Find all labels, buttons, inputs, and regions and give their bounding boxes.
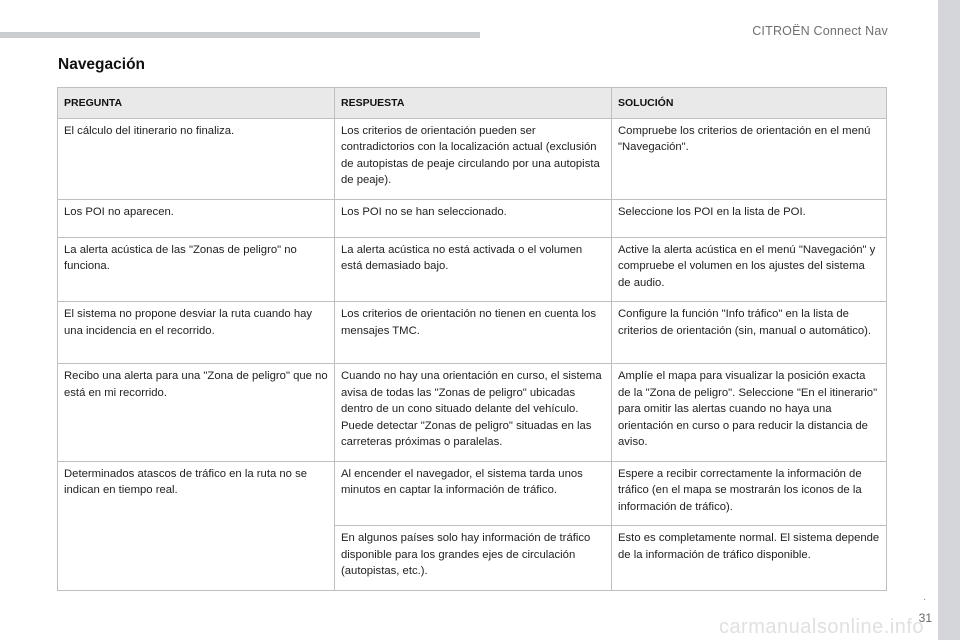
page-title: Navegación	[58, 56, 146, 73]
answer-cell: Cuando no hay una orientación en curso, el sistema avisa de todas las "Zonas de peligro" ubicadas dentro de un cono situado delante del vehículo. Puede detectar "Zonas de peligro" situadas en las carreteras próximas o paralelas.	[335, 364, 612, 462]
watermark: carmanualsonline.info	[718, 616, 924, 638]
side-tab-strip	[938, 0, 960, 640]
column-header-solution: SOLUCIÓN	[612, 88, 887, 119]
table-row	[58, 118, 887, 199]
answer-cell: Al encender el navegador, el sistema tarda unos minutos en captar la información de tráfico.	[335, 461, 612, 526]
table-row	[58, 302, 887, 364]
answer-cell: En algunos países solo hay información de tráfico disponible para los grandes ejes de circulación (autopistas, etc.).	[335, 526, 612, 591]
answer-cell: Los criterios de orientación pueden ser contradictorios con la localización actual (exclusión de autopistas de peaje circulando por una autopista de peaje).	[335, 118, 612, 199]
solution-cell: Espere a recibir correctamente la información de tráfico (en el mapa se mostrarán los iconos de la información de tráfico).	[612, 461, 887, 526]
table-row	[58, 461, 887, 526]
question-cell: Los POI no aparecen.	[58, 199, 335, 237]
solution-cell: Seleccione los POI en la lista de POI.	[612, 199, 887, 237]
question-cell: Determinados atascos de tráfico en la ruta no se indican en tiempo real.	[58, 461, 335, 590]
answer-cell: Los POI no se han seleccionado.	[335, 199, 612, 237]
table-row	[58, 364, 887, 462]
page-number: 31	[918, 611, 932, 625]
question-cell: La alerta acústica de las "Zonas de peligro" no funciona.	[58, 237, 335, 302]
solution-cell: Configure la función "Info tráfico" en la lista de criterios de orientación (sin, manual o automático).	[612, 302, 887, 364]
faq-table	[57, 87, 887, 591]
column-header-answer: RESPUESTA	[335, 88, 612, 119]
column-header-question: PREGUNTA	[58, 88, 335, 119]
table-header-row	[58, 88, 887, 119]
question-cell: El cálculo del itinerario no finaliza.	[58, 118, 335, 199]
solution-cell: Esto es completamente normal. El sistema depende de la información de tráfico disponible.	[612, 526, 887, 591]
manual-title: CITROËN Connect Nav	[752, 24, 888, 38]
solution-cell: Amplíe el mapa para visualizar la posición exacta de la "Zona de peligro". Seleccione "En el itinerario" para omitir las alertas cuando no haya una orientación en curso o para reducir la distancia de aviso.	[612, 364, 887, 462]
answer-cell: La alerta acústica no está activada o el volumen está demasiado bajo.	[335, 237, 612, 302]
question-cell: El sistema no propone desviar la ruta cuando hay una incidencia en el recorrido.	[58, 302, 335, 364]
question-cell: Recibo una alerta para una "Zona de peligro" que no está en mi recorrido.	[58, 364, 335, 462]
solution-cell: Active la alerta acústica en el menú "Navegación" y compruebe el volumen en los ajustes del sistema de audio.	[612, 237, 887, 302]
header-rule	[0, 32, 480, 38]
page-marker-dot: .	[923, 592, 926, 603]
table-row	[58, 237, 887, 302]
answer-cell: Los criterios de orientación no tienen en cuenta los mensajes TMC.	[335, 302, 612, 364]
solution-cell: Compruebe los criterios de orientación en el menú "Navegación".	[612, 118, 887, 199]
table-row	[58, 199, 887, 237]
